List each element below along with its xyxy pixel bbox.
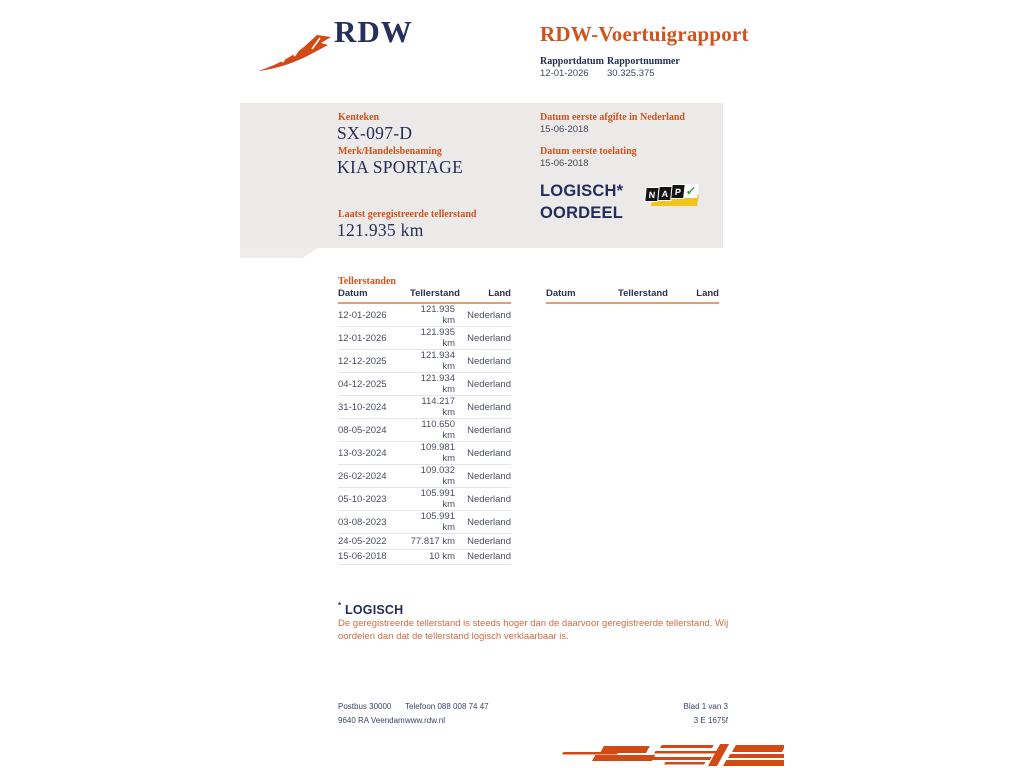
report-date-label: Rapportdatum <box>540 56 604 67</box>
table-cell: 12-01-2026 <box>338 303 410 327</box>
table-cell: 105.991 km <box>410 511 455 534</box>
vehicle-summary-panel <box>240 103 723 248</box>
table-cell: Nederland <box>455 373 511 396</box>
table-cell: Nederland <box>455 511 511 534</box>
footer-website: www.rdw.nl <box>405 716 446 725</box>
table-cell: 15-06-2018 <box>338 549 410 565</box>
col-header-tellerstand: Tellerstand <box>618 288 663 303</box>
table-cell: Nederland <box>455 327 511 350</box>
first-issue-value: 15-06-2018 <box>540 124 589 135</box>
verdict-line2: OORDEEL <box>540 203 623 222</box>
table-row <box>338 534 511 550</box>
table-cell: 12-12-2025 <box>338 350 410 373</box>
table-cell: 10 km <box>410 549 455 565</box>
table-header-row <box>546 288 719 303</box>
table-cell: Nederland <box>455 396 511 419</box>
table-cell: 13-03-2024 <box>338 442 410 465</box>
table-cell: 110.650 km <box>410 419 455 442</box>
table-cell: 77.817 km <box>410 534 455 550</box>
table-row <box>338 511 511 534</box>
first-admission-value: 15-06-2018 <box>540 158 589 169</box>
table-row <box>338 549 511 565</box>
col-header-datum: Datum <box>546 288 618 303</box>
merk-label: Merk/Handelsbenaming <box>338 146 442 157</box>
footnote-title <box>338 601 403 617</box>
odometer-label: Laatst geregistreerde tellerstand <box>338 209 477 220</box>
table-row <box>338 373 511 396</box>
table-cell: 109.032 km <box>410 465 455 488</box>
odometer-table-right <box>546 288 719 304</box>
odometer-verdict <box>540 181 623 224</box>
first-admission-label: Datum eerste toelating <box>540 146 637 157</box>
table-row <box>338 303 511 327</box>
table-cell: Nederland <box>455 534 511 550</box>
col-header-land: Land <box>455 288 511 303</box>
table-cell: 12-01-2026 <box>338 327 410 350</box>
table-cell: Nederland <box>455 465 511 488</box>
table-cell: 24-05-2022 <box>338 534 410 550</box>
footer-address <box>338 700 405 728</box>
table-row <box>338 465 511 488</box>
bottom-wing-art <box>548 742 784 768</box>
footer-phone: Telefoon 088 008 74 47 <box>405 702 489 711</box>
footer-page-indicator: Blad 1 van 3 <box>683 702 728 711</box>
footer-contact <box>405 700 489 728</box>
nap-letter-n: N <box>645 188 658 201</box>
first-issue-label: Datum eerste afgifte in Nederland <box>540 112 685 123</box>
table-cell: Nederland <box>455 442 511 465</box>
table-cell: 05-10-2023 <box>338 488 410 511</box>
nap-letter-p: P <box>671 185 684 198</box>
table-cell: Nederland <box>455 419 511 442</box>
table-row <box>338 442 511 465</box>
table-cell: 31-10-2024 <box>338 396 410 419</box>
table-row <box>338 419 511 442</box>
table-row <box>338 327 511 350</box>
rdw-wing-logo-icon <box>257 27 335 73</box>
table-row <box>338 350 511 373</box>
footer-city: 9640 RA Veendam <box>338 716 405 725</box>
table-cell: 121.934 km <box>410 373 455 396</box>
report-date-value: 12-01-2026 <box>540 68 589 79</box>
table-cell: 26-02-2024 <box>338 465 410 488</box>
footer-form-code: 3 E 1675f <box>693 716 728 725</box>
col-header-datum: Datum <box>338 288 410 303</box>
col-header-land: Land <box>663 288 719 303</box>
merk-value: KIA SPORTAGE <box>337 157 464 177</box>
rdw-wordmark: RDW <box>334 14 413 49</box>
table-cell: 114.217 km <box>410 396 455 419</box>
panel-corner-tab <box>240 248 318 258</box>
page-title: RDW-Voertuigrapport <box>540 22 749 46</box>
table-cell: 08-05-2024 <box>338 419 410 442</box>
table-cell: Nederland <box>455 488 511 511</box>
table-header-row <box>338 288 511 303</box>
table-cell: Nederland <box>455 549 511 565</box>
kenteken-label: Kenteken <box>338 112 380 123</box>
table-cell: Nederland <box>455 350 511 373</box>
footnote-text: De geregistreerde tellerstand is steeds hoger dan de daarvoor geregistreerde tellerstand. Wij oordelen dan dat de tellerstand logisch verklaarbaar is. <box>338 618 729 642</box>
footnote-title-text: LOGISCH <box>345 603 404 617</box>
odometer-value: 121.935 km <box>337 220 424 240</box>
footer-pagination <box>618 700 728 728</box>
table-cell: 105.991 km <box>410 488 455 511</box>
col-header-tellerstand: Tellerstand <box>410 288 455 303</box>
nap-letter-a: A <box>658 187 671 200</box>
table-cell: 121.935 km <box>410 327 455 350</box>
verdict-line1: LOGISCH* <box>540 182 624 200</box>
footer-pobox: Postbus 30000 <box>338 702 392 711</box>
table-cell: Nederland <box>455 303 511 327</box>
kenteken-value: SX-097-D <box>337 123 413 143</box>
table-cell: 109.981 km <box>410 442 455 465</box>
odometer-table-left <box>338 288 511 565</box>
table-cell: 121.935 km <box>410 303 455 327</box>
table-cell: 04-12-2025 <box>338 373 410 396</box>
footnote-marker: * <box>338 601 342 610</box>
report-number-label: Rapportnummer <box>607 56 680 67</box>
tellerstanden-heading: Tellerstanden <box>338 276 396 287</box>
table-row <box>338 488 511 511</box>
table-cell: 03-08-2023 <box>338 511 410 534</box>
nap-checkmark-icon: ✓ <box>685 184 697 198</box>
report-number-value: 30.325.375 <box>607 68 655 79</box>
nap-logo-icon <box>645 183 701 210</box>
table-row <box>338 396 511 419</box>
table-cell: 121.934 km <box>410 350 455 373</box>
